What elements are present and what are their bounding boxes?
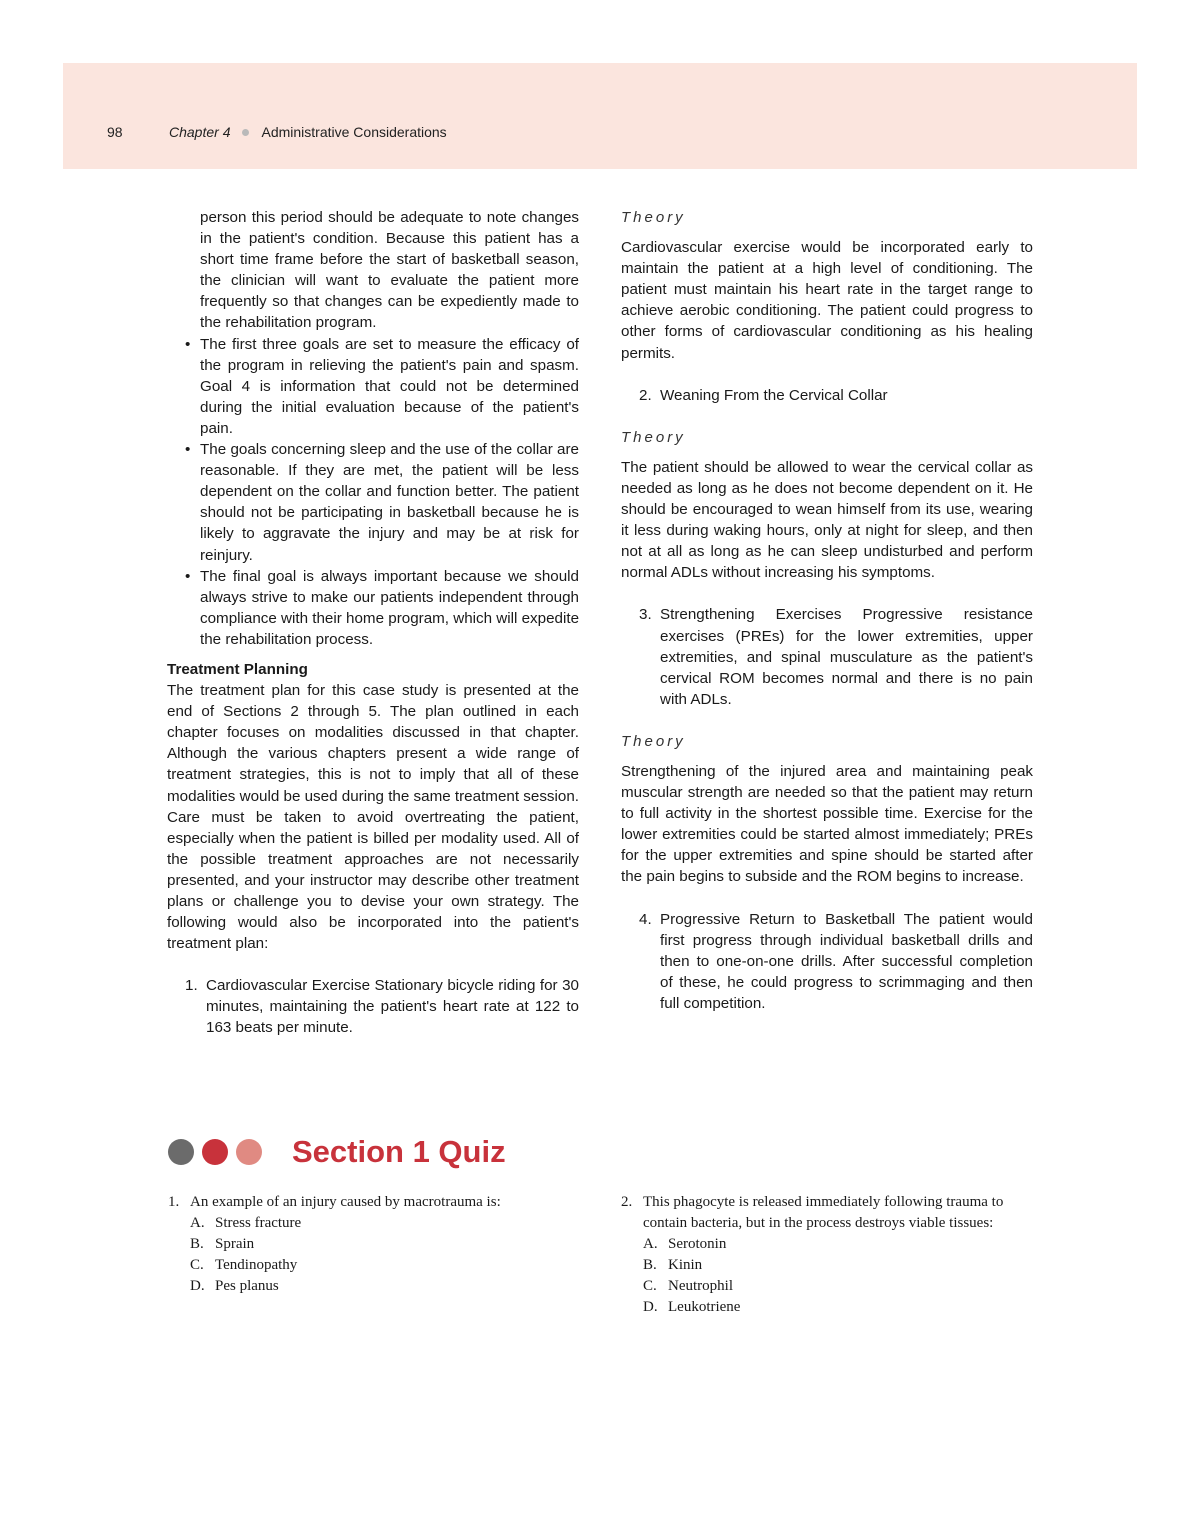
item-text: Weaning From the Cervical Collar — [660, 386, 888, 404]
option-letter: C. — [190, 1257, 204, 1273]
theory-label: Theory — [621, 428, 686, 446]
question-number: 2. — [621, 1194, 633, 1210]
header-band — [63, 63, 1137, 169]
numbered-item-4 — [621, 909, 1033, 1014]
item-number: 3. — [639, 606, 652, 624]
item-number: 1. — [185, 977, 198, 995]
theory-label: Theory — [621, 209, 686, 226]
option-letter: C. — [643, 1278, 657, 1294]
item-text: Strengthening Exercises Progressive resistance exercises (PREs) for the lower extremities, upper extremities, and spinal musculature as the patient's cervical ROM becomes normal and there is no pain with ADLs. — [660, 606, 1033, 708]
bullet-item — [167, 566, 579, 650]
question-line — [168, 1192, 588, 1213]
option-letter: B. — [643, 1257, 657, 1273]
bullet-item — [167, 439, 579, 566]
numbered-item-1 — [167, 975, 579, 1038]
option-letter: D. — [190, 1278, 205, 1294]
question-number: 1. — [168, 1194, 180, 1210]
chapter-label: Chapter 4 — [169, 124, 231, 140]
option-letter: A. — [190, 1215, 205, 1231]
quiz-question-1 — [168, 1192, 588, 1297]
quiz-heading — [168, 1134, 506, 1178]
bullet-icon: • — [185, 335, 191, 353]
bullet-dot-icon — [242, 129, 249, 136]
option-text: Stress fracture — [215, 1215, 302, 1231]
option-letter: B. — [190, 1236, 204, 1252]
continuation-paragraph: person this period should be adequate to note changes in the patient's condition. Because this patient has a short time frame before the start of basketball season, the clinician will want to evaluate the patient more frequently so that changes can be expediently made to the rehabilitation program. — [200, 209, 579, 332]
quiz-title: Section 1 Quiz — [292, 1134, 506, 1169]
circle-dot-icon — [236, 1139, 262, 1165]
option-text: Kinin — [668, 1257, 703, 1273]
quiz-question-2 — [621, 1192, 1041, 1318]
answer-option — [168, 1255, 588, 1276]
answer-option — [621, 1276, 1041, 1297]
item-number: 2. — [639, 386, 652, 404]
option-letter: D. — [643, 1299, 658, 1315]
treatment-heading: Treatment Planning — [167, 660, 308, 678]
option-text: Leukotriene — [668, 1299, 741, 1315]
treatment-paragraph: The treatment plan for this case study is presented at the end of Sections 2 through 5. The plan outlined in each chapter focuses on modalities discussed in that chapter. Although the various chapters present a wide range of treatment strategies, this is not to imply that all of these modalities would be used during the same treatment session. Care must be taken to avoid overtreating the patient, especially when the patient is billed per modality used. All of the possible treatment approaches are not necessarily presented, and your instructor may describe other treatment plans or challenge you to devise your own strategy. The following would also be incorporated into the patient's treatment plan: — [167, 682, 579, 953]
theory-paragraph-1: Cardiovascular exercise would be incorporated early to maintain the patient at a high level of conditioning. The patient must maintain his heart rate in the target range to achieve aerobic conditioning. The patient could progress to other forms of cardiovascular conditioning as his healing permits. — [621, 239, 1033, 362]
item-text: Cardiovascular Exercise Stationary bicycle riding for 30 minutes, maintaining the patient's heart rate at 122 to 163 beats per minute. — [206, 977, 579, 1037]
numbered-item-3 — [621, 604, 1033, 709]
theory-paragraph-2: The patient should be allowed to wear the cervical collar as needed as long as he does not become dependent on it. He should be encouraged to wean himself from its use, wearing it less during waking hours, only at night for sleep, and then not at all as long as he can sleep undisturbed and perform normal ADLs without increasing his symptoms. — [621, 458, 1033, 582]
answer-option — [621, 1255, 1041, 1276]
numbered-item-2 — [621, 385, 1033, 406]
answer-option — [621, 1297, 1041, 1318]
option-letter: A. — [643, 1236, 658, 1252]
question-text: An example of an injury caused by macrotrauma is: — [190, 1194, 501, 1210]
bullet-icon: • — [185, 567, 191, 585]
circle-dot-icon — [202, 1139, 228, 1165]
option-text: Serotonin — [668, 1236, 727, 1252]
right-column — [621, 207, 1033, 1014]
circle-dot-icon — [168, 1139, 194, 1165]
answer-option — [168, 1276, 588, 1297]
item-number: 4. — [639, 910, 652, 928]
answer-option — [621, 1234, 1041, 1255]
bullet-text: The final goal is always important because we should always strive to make our patients independent through compliance with their home program, which will expedite the rehabilitation process. — [200, 567, 580, 648]
page-number: 98 — [107, 124, 123, 140]
left-column — [167, 207, 579, 1039]
theory-label: Theory — [621, 732, 686, 750]
section-title: Administrative Considerations — [261, 124, 447, 140]
item-text: Progressive Return to Basketball The patient would first progress through individual basketball drills and then to one-on-one drills. After successful completion of these, he could progress to scrimmaging and then full competition. — [660, 910, 1033, 1012]
option-text: Neutrophil — [668, 1278, 733, 1294]
bullet-text: The goals concerning sleep and the use of the collar are reasonable. If they are met, the patient will be less dependent on the collar and function better. The patient should not be participating in basketball because he is likely to aggravate the injury and may be at risk for reinjury. — [200, 441, 579, 564]
question-text: This phagocyte is released immediately following trauma to contain bacteria, but in the process destroys viable tissues: — [643, 1194, 1004, 1231]
bullet-icon: • — [185, 441, 191, 459]
running-header — [107, 124, 447, 140]
theory-paragraph-3: Strengthening of the injured area and maintaining peak muscular strength are needed so that the patient may return to full activity in the shortest possible time. Exercise for the lower extremities could be started almost immediately; PREs for the upper extremities and spine should be started after the pain begins to subside and the ROM begins to increase. — [621, 762, 1033, 886]
option-text: Pes planus — [215, 1278, 279, 1294]
option-text: Sprain — [215, 1236, 255, 1252]
answer-option — [168, 1213, 588, 1234]
answer-option — [168, 1234, 588, 1255]
option-text: Tendinopathy — [215, 1257, 298, 1273]
question-line — [621, 1192, 1041, 1234]
bullet-item — [167, 334, 579, 439]
bullet-text: The first three goals are set to measure the efficacy of the program in relieving the patient's pain and spasm. Goal 4 is information that could not be determined during the initial evaluation because of the patient's pain. — [200, 335, 579, 437]
